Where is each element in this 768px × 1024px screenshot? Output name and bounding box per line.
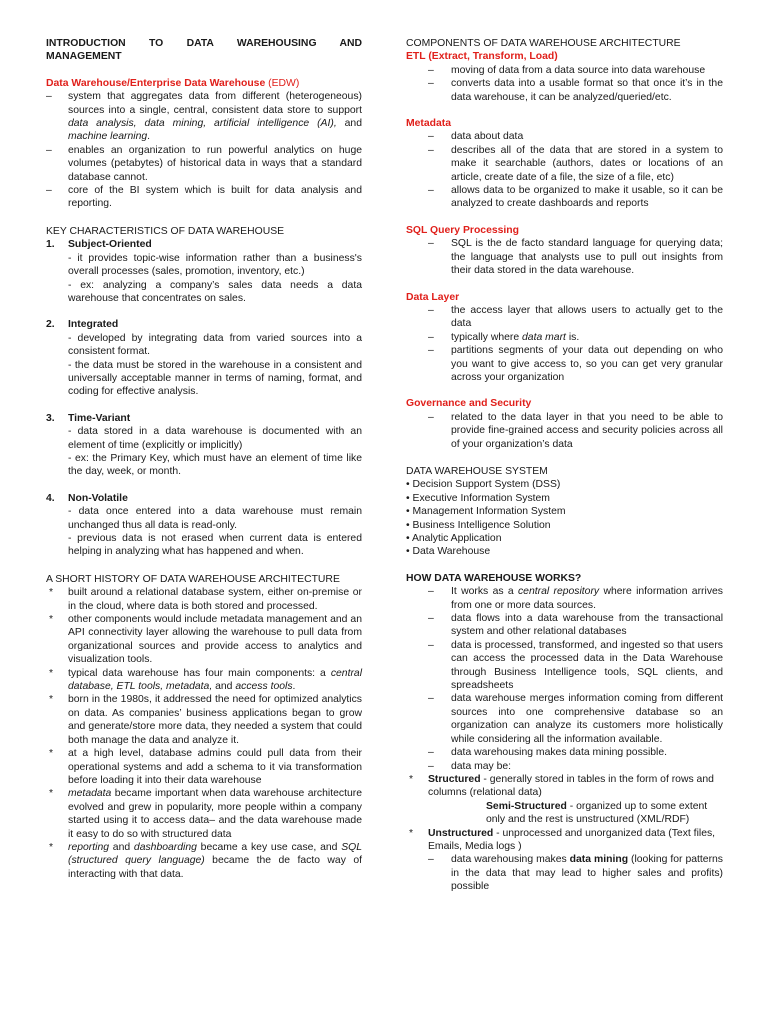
data-layer-item bbox=[406, 331, 723, 344]
history-text: and bbox=[212, 681, 236, 693]
char-name: Non-Volatile bbox=[68, 492, 128, 504]
data-layer-text: the access layer that allows users to actually get to the data bbox=[451, 304, 723, 330]
dash-marker: – bbox=[428, 854, 434, 866]
how-item-text: data is processed, transformed, and ingested so that users can access the processed data in the Data Warehouse through Business Intelligence tools, SQL clients, and spreadsheets bbox=[451, 639, 723, 692]
char-line: - ex: the Primary Key, which must have an element of time like the day, week, or month. bbox=[68, 452, 362, 478]
dw-system-list bbox=[406, 478, 723, 558]
dw-item-text: enables an organization to run powerful analytics on huge volumes (petabytes) of historical data in ways that a standard database cannot. bbox=[68, 144, 362, 183]
dw-item-italic: data analysis, data mining, artificial intelligence (AI), bbox=[68, 118, 337, 130]
history-italic: access tools bbox=[235, 681, 293, 693]
history-text: . bbox=[292, 681, 296, 693]
history-text: became a key use case, and bbox=[196, 841, 342, 853]
star-marker: * bbox=[49, 694, 54, 706]
star-marker: * bbox=[409, 827, 414, 839]
char-line: - previous data is not erased when current data is entered helping in analyzing what has happened and when. bbox=[68, 533, 362, 558]
how-item-text: data flows into a data warehouse from the transactional system and other relational databases bbox=[451, 613, 723, 638]
metadata-item bbox=[406, 130, 723, 143]
history-italic: metadata bbox=[68, 788, 112, 800]
title-line-1: INTRODUCTION TO DATA WAREHOUSING AND bbox=[46, 38, 362, 49]
dash-marker: – bbox=[46, 144, 52, 156]
dw-item-italic: machine learning bbox=[68, 131, 148, 143]
data-layer-italic: data mart bbox=[522, 331, 566, 343]
char-line: - data stored in a data warehouse is documented with an element of time (explicitly or implicitly) bbox=[68, 426, 362, 451]
sql-heading: SQL Query Processing bbox=[406, 224, 519, 236]
history-text: typical data warehouse has four main components: a bbox=[68, 667, 331, 679]
data-type-name: Unstructured bbox=[428, 827, 494, 839]
characteristic bbox=[46, 318, 362, 398]
star-marker: * bbox=[49, 614, 54, 626]
data-layer-heading: Data Layer bbox=[406, 291, 460, 303]
data-type-desc: - unprocessed and unorganized data (Text files, Emails, Media logs ) bbox=[428, 827, 716, 852]
sql-item bbox=[406, 237, 723, 277]
data-type-unstructured bbox=[406, 827, 723, 854]
characteristic bbox=[46, 238, 362, 305]
dash-marker: – bbox=[428, 639, 434, 651]
dw-heading bbox=[46, 77, 362, 90]
history-text: became important when data warehouse architecture evolved and grew in popularity, more people within a company started using it to access data– and the data warehouse made it easy to do so with structured data bbox=[68, 788, 362, 840]
right-column bbox=[406, 37, 723, 894]
dash-marker: – bbox=[46, 185, 52, 197]
how-item-text: data warehousing makes data mining possible. bbox=[451, 747, 668, 759]
char-name: Time-Variant bbox=[68, 412, 131, 424]
char-line: - the data must be stored in the warehouse in a consistent and universally acceptable manner in terms of naming, format, and coding for effective analysis. bbox=[68, 359, 362, 398]
how-item bbox=[406, 585, 723, 612]
char-number: 2. bbox=[46, 319, 55, 331]
dw-system-item: • Analytic Application bbox=[406, 533, 502, 544]
how-item-text: where information arrives from one or more data sources. bbox=[451, 586, 723, 611]
history-italic: SQL (structured query language) bbox=[68, 841, 362, 867]
history-text: and bbox=[109, 841, 134, 853]
dash-marker: – bbox=[428, 304, 434, 316]
history-item bbox=[46, 787, 362, 841]
data-mining-item bbox=[406, 853, 723, 893]
history-item bbox=[46, 841, 362, 881]
title-line-2: MANAGEMENT bbox=[46, 51, 122, 63]
document-title bbox=[46, 37, 362, 64]
dw-item-text: system that aggregates data from different (heterogeneous) sources into a single, central, consistent data store to support bbox=[68, 91, 362, 116]
history-item bbox=[46, 693, 362, 747]
how-item-text: It works as a bbox=[451, 586, 518, 598]
governance-item bbox=[406, 411, 723, 451]
etl-item bbox=[406, 64, 723, 77]
dash-marker: – bbox=[428, 238, 434, 250]
char-number: 3. bbox=[46, 412, 55, 424]
metadata-item bbox=[406, 184, 723, 211]
char-line: - data once entered into a data warehouse must remain unchanged thus all data is read-only. bbox=[68, 506, 362, 531]
history-text: other components would include metadata management and an API connectivity layer allowing the warehouse to pull data from organizational sources and provide access to analytics and visualization tools. bbox=[68, 614, 362, 666]
how-works-title: HOW DATA WAREHOUSE WORKS? bbox=[406, 572, 582, 584]
char-line: - developed by integrating data from varied sources into a consistent format. bbox=[68, 332, 362, 358]
data-type-name: Structured bbox=[428, 773, 481, 785]
dw-heading-part3: (EDW) bbox=[265, 77, 300, 89]
dash-marker: – bbox=[428, 64, 434, 76]
how-item bbox=[406, 760, 723, 773]
how-item bbox=[406, 639, 723, 693]
dw-item-text: and bbox=[336, 118, 362, 130]
star-marker: * bbox=[409, 773, 414, 785]
how-item bbox=[406, 746, 723, 759]
governance-heading: Governance and Security bbox=[406, 398, 532, 410]
dw-heading-sep: / bbox=[127, 77, 130, 89]
metadata-item bbox=[406, 144, 723, 184]
history-italic: dashboarding bbox=[133, 841, 197, 853]
data-layer-text: typically where bbox=[451, 331, 523, 343]
etl-item-text: converts data into a usable format so that once it’s in the data warehouse, it can be analyzed/queried/etc. bbox=[451, 78, 723, 103]
dw-system-item: • Management Information System bbox=[406, 506, 566, 518]
data-type-name: Semi-Structured bbox=[486, 800, 567, 812]
dash-marker: – bbox=[46, 91, 52, 103]
dash-marker: – bbox=[428, 747, 434, 759]
metadata-item-text: data about data bbox=[451, 131, 524, 143]
dw-system-item: • Business Intelligence Solution bbox=[406, 519, 551, 531]
data-mining-text: data warehousing makes bbox=[451, 854, 570, 866]
char-line: - ex: analyzing a company’s sales data needs a data warehouse that concentrates on sales. bbox=[68, 279, 362, 304]
metadata-item-text: allows data to be organized to make it usable, so it can be analyzed to create dashboards and reports bbox=[451, 185, 723, 210]
key-characteristics-title: KEY CHARACTERISTICS OF DATA WAREHOUSE bbox=[46, 225, 285, 237]
history-text: built around a relational database system, either on-premise or in the cloud, where data is both stored and processed. bbox=[68, 587, 362, 612]
governance-item-text: related to the data layer in that you need to be able to provide fine-grained access and security policies across all of your organization’s data bbox=[451, 411, 723, 450]
dash-marker: – bbox=[428, 613, 434, 625]
data-layer-item bbox=[406, 304, 723, 331]
dw-item-text: core of the BI system which is built for data analysis and reporting. bbox=[68, 185, 362, 210]
dw-system-item: • Data Warehouse bbox=[406, 546, 491, 558]
dw-system-title: DATA WAREHOUSE SYSTEM bbox=[406, 465, 548, 477]
dash-marker: – bbox=[428, 185, 434, 197]
history-italic: reporting bbox=[68, 841, 110, 853]
history-item bbox=[46, 613, 362, 667]
data-type-semi-structured bbox=[406, 800, 723, 827]
star-marker: * bbox=[49, 667, 54, 679]
how-item bbox=[406, 692, 723, 746]
how-item-text: data may be: bbox=[451, 760, 512, 772]
etl-item-text: moving of data from a data source into data warehouse bbox=[451, 64, 706, 76]
dw-item bbox=[46, 184, 362, 211]
left-column bbox=[46, 37, 362, 881]
char-number: 4. bbox=[46, 492, 55, 504]
data-layer-text: is. bbox=[565, 331, 580, 343]
how-item bbox=[406, 612, 723, 639]
dash-marker: – bbox=[428, 693, 434, 705]
dw-item bbox=[46, 90, 362, 144]
metadata-heading: Metadata bbox=[406, 118, 452, 130]
dash-marker: – bbox=[428, 144, 434, 156]
star-marker: * bbox=[49, 841, 54, 853]
char-number: 1. bbox=[46, 239, 55, 251]
metadata-item-text: describes all of the data that are stored in a system to make it searchable (authors, dates or locations of an article, create date of a file, the size of a file, etc) bbox=[451, 144, 723, 183]
char-name: Integrated bbox=[68, 319, 119, 331]
char-name: Subject-Oriented bbox=[68, 239, 152, 251]
history-text: born in the 1980s, it addressed the need for optimized analytics on data. As companies’ business applications began to grow and generate/store more data, they needed a system that could both manage the data and analyze it. bbox=[68, 694, 362, 746]
dash-marker: – bbox=[428, 345, 434, 357]
dash-marker: – bbox=[428, 586, 434, 598]
dw-item bbox=[46, 144, 362, 184]
history-text: became the de facto way of interacting with that data. bbox=[68, 855, 362, 880]
dash-marker: – bbox=[428, 78, 434, 90]
etl-heading: ETL (Extract, Transform, Load) bbox=[406, 51, 558, 63]
dash-marker: – bbox=[428, 131, 434, 143]
dw-heading-part2: Enterprise Data Warehouse bbox=[129, 77, 266, 89]
data-layer-text: partitions segments of your data out depending on who you want to give access to, so you can get very granular across your organization bbox=[451, 345, 723, 383]
char-line: - it provides topic-wise information rather than a business's overall processes (sales, promotion, inventory, etc.) bbox=[68, 252, 362, 278]
star-marker: * bbox=[49, 788, 54, 800]
history-item bbox=[46, 667, 362, 694]
characteristic bbox=[46, 492, 362, 559]
history-item bbox=[46, 586, 362, 613]
dw-item-text: . bbox=[147, 131, 151, 143]
components-title: COMPONENTS OF DATA WAREHOUSE ARCHITECTURE bbox=[406, 38, 681, 49]
dash-marker: – bbox=[428, 411, 434, 423]
dash-marker: – bbox=[428, 331, 434, 343]
history-text: at a high level, database admins could pull data from their operational systems and add a schema to it via transformation before loading it into their data warehouse bbox=[68, 748, 362, 786]
dw-system-item: • Executive Information System bbox=[406, 492, 550, 504]
how-item-italic: central repository bbox=[517, 586, 600, 598]
sql-item-text: SQL is the de facto standard language for querying data; the language that analysts use to pull out insights from their data stored in the data warehouse. bbox=[451, 238, 723, 277]
data-type-structured bbox=[406, 773, 723, 800]
dw-system-item: • Decision Support System (DSS) bbox=[406, 479, 561, 491]
data-type-desc: - organized up to some extent only and the rest is unstructured (XML/RDF) bbox=[486, 800, 708, 826]
dash-marker: – bbox=[428, 760, 434, 772]
data-layer-item bbox=[406, 344, 723, 384]
dw-heading-part1: Data Warehouse bbox=[46, 77, 128, 89]
data-mining-bold: data mining bbox=[569, 854, 629, 866]
star-marker: * bbox=[49, 587, 54, 599]
data-type-desc: - generally stored in tables in the form of rows and columns (relational data) bbox=[428, 773, 714, 799]
etl-item bbox=[406, 77, 723, 104]
characteristic bbox=[46, 412, 362, 479]
star-marker: * bbox=[49, 748, 54, 760]
history-item bbox=[46, 747, 362, 787]
history-title: A SHORT HISTORY OF DATA WAREHOUSE ARCHITECTURE bbox=[46, 573, 340, 585]
how-item-text: data warehouse merges information coming from different sources into one comprehensive database so an organization can analyze its customers more holistically while considering all the information available. bbox=[451, 693, 723, 745]
data-mining-text: (looking for patterns in the data that may lead to higher sales and profits) possible bbox=[451, 854, 723, 893]
history-italic: central database, ETL tools, metadata, bbox=[68, 667, 362, 693]
